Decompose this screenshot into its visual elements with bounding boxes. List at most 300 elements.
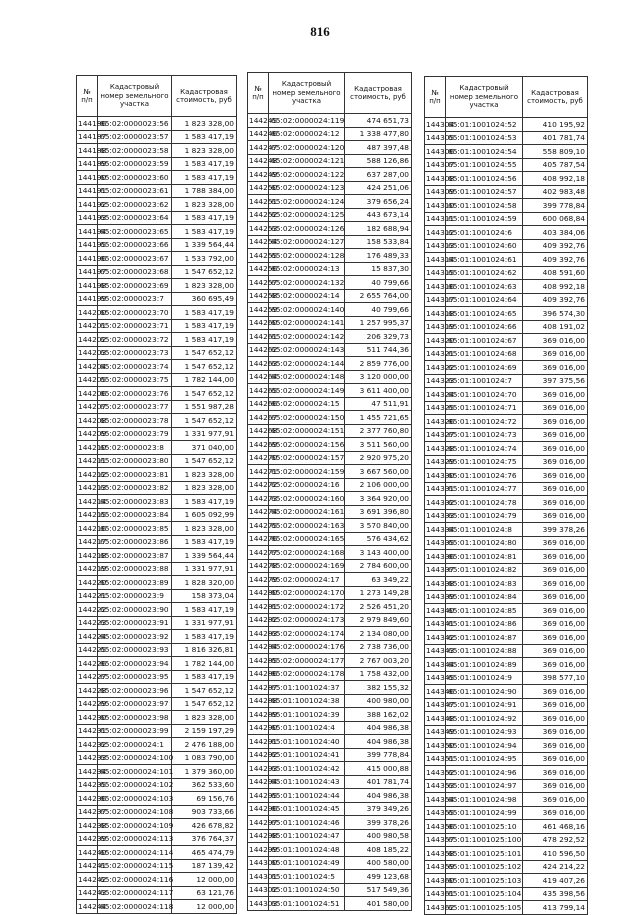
cadastral-cost-cell: 369 016,00	[523, 617, 588, 631]
table-row	[77, 495, 237, 509]
cadastral-cost-cell: 369 016,00	[523, 550, 588, 564]
table-row	[248, 316, 412, 330]
table-row	[425, 617, 588, 631]
row-number-cell: 144324	[425, 388, 446, 402]
cadastral-number-cell: 65:02:0000024:151	[269, 424, 345, 438]
row-number-cell: 144284	[248, 640, 269, 654]
cadastral-number-cell: 65:01:1001024:72	[446, 415, 523, 429]
cadastral-number-cell: 65:01:1001024:48	[269, 843, 345, 857]
cadastral-number-cell: 65:01:1001024:97	[446, 779, 523, 793]
row-number-cell: 144356	[425, 820, 446, 834]
cadastral-cost-cell: 401 781,74	[345, 775, 412, 789]
table-row	[77, 576, 237, 590]
cadastral-number-cell: 65:02:0000024:172	[269, 600, 345, 614]
cadastral-number-cell: 65:01:1001024:56	[446, 172, 523, 186]
cadastral-number-cell: 65:02:0000024:159	[269, 465, 345, 479]
cadastral-number-cell: 65:02:0000024:12	[269, 127, 345, 141]
row-number-cell: 144321	[425, 347, 446, 361]
row-number-cell: 144333	[425, 509, 446, 523]
cadastral-number-cell: 65:02:0000023:64	[98, 211, 172, 225]
row-number-cell: 144360	[425, 874, 446, 888]
row-number-cell: 144299	[248, 843, 269, 857]
row-number-cell: 144280	[248, 586, 269, 600]
table-row	[425, 779, 588, 793]
cadastral-cost-cell: 1 583 417,19	[172, 333, 237, 347]
cadastral-cost-cell: 2 526 451,20	[345, 600, 412, 614]
row-number-cell: 144349	[425, 725, 446, 739]
col-header-cadastral-cost: Кадастровая стоимость, руб	[345, 73, 412, 114]
cadastral-cost-cell: 369 016,00	[523, 698, 588, 712]
table-row	[425, 671, 588, 685]
table-row	[77, 171, 237, 185]
cadastral-cost-cell: 47 511,91	[345, 397, 412, 411]
row-number-cell: 144337	[425, 563, 446, 577]
cadastral-cost-cell: 369 016,00	[523, 455, 588, 469]
table-row	[425, 131, 588, 145]
cadastral-cost-cell: 408 992,18	[523, 280, 588, 294]
col-header-cadastral-number: Кадастровый номер земельного участка	[269, 73, 345, 114]
table-row	[248, 141, 412, 155]
table-row	[77, 603, 237, 617]
cadastral-cost-cell: 1 583 417,19	[172, 211, 237, 225]
table-row	[248, 681, 412, 695]
table-row	[77, 630, 237, 644]
cadastral-number-cell: 65:02:0000024:174	[269, 627, 345, 641]
table-row	[77, 670, 237, 684]
cadastral-number-cell: 65:02:0000024:169	[269, 559, 345, 573]
cadastral-number-cell: 65:02:0000024:16	[269, 478, 345, 492]
page-number: 816	[310, 24, 330, 39]
row-number-cell: 144270	[248, 451, 269, 465]
cadastral-cost-cell: 1 547 652,12	[172, 360, 237, 374]
cadastral-cost-cell: 1 583 417,19	[172, 225, 237, 239]
row-number-cell: 144330	[425, 469, 446, 483]
table-row	[248, 465, 412, 479]
table-row	[77, 697, 237, 711]
table-row	[248, 816, 412, 830]
cadastral-number-cell: 65:02:0000023:59	[98, 157, 172, 171]
row-number-cell: 144254	[248, 235, 269, 249]
cadastral-number-cell: 65:02:0000023:74	[98, 360, 172, 374]
row-number-cell: 144327	[425, 428, 446, 442]
table-row	[425, 334, 588, 348]
row-number-cell: 144247	[248, 141, 269, 155]
row-number-cell: 144336	[425, 550, 446, 564]
cadastral-number-cell: 65:02:0000023:57	[98, 130, 172, 144]
cadastral-number-cell: 65:01:1001024:9	[446, 671, 523, 685]
cadastral-cost-cell: 588 126,86	[345, 154, 412, 168]
cadastral-cost-cell: 2 859 776,00	[345, 357, 412, 371]
row-number-cell: 144355	[425, 806, 446, 820]
cadastral-number-cell: 65:02:0000024:117	[98, 886, 172, 900]
row-number-cell: 144316	[425, 280, 446, 294]
cadastral-number-cell: 65:01:1001024:43	[269, 775, 345, 789]
row-number-cell: 144285	[248, 654, 269, 668]
cadastral-number-cell: 65:02:0000023:60	[98, 171, 172, 185]
cadastral-number-cell: 65:01:1001025:104	[446, 887, 523, 901]
table-row	[425, 712, 588, 726]
cadastral-cost-cell: 2 159 197,29	[172, 724, 237, 738]
row-number-cell: 144262	[248, 343, 269, 357]
cadastral-number-cell: 65:02:0000024:123	[269, 181, 345, 195]
cadastral-cost-cell: 369 016,00	[523, 334, 588, 348]
table-row	[425, 658, 588, 672]
cadastral-cost-cell: 409 392,76	[523, 239, 588, 253]
cadastral-number-cell: 65:01:1001024:84	[446, 590, 523, 604]
row-number-cell: 144294	[248, 775, 269, 789]
cadastral-number-cell: 65:02:0000024:144	[269, 357, 345, 371]
cadastral-number-cell: 65:01:1001025:103	[446, 874, 523, 888]
cadastral-number-cell: 65:02:0000024:122	[269, 168, 345, 182]
cadastral-number-cell: 65:02:0000024:103	[98, 792, 172, 806]
row-number-cell: 144347	[425, 698, 446, 712]
row-number-cell: 144205	[77, 373, 98, 387]
row-number-cell: 144216	[77, 522, 98, 536]
cadastral-cost-cell: 369 016,00	[523, 752, 588, 766]
table-row	[248, 235, 412, 249]
cadastral-cost-cell: 443 673,14	[345, 208, 412, 222]
cadastral-number-cell: 65:01:1001024:71	[446, 401, 523, 415]
table-row	[248, 883, 412, 897]
row-number-cell: 144240	[77, 846, 98, 860]
col-header-cadastral-number: Кадастровый номер земельного участка	[446, 77, 523, 118]
cadastral-cost-cell: 404 986,38	[345, 721, 412, 735]
row-number-cell: 144314	[425, 253, 446, 267]
cadastral-cost-cell: 1 583 417,19	[172, 306, 237, 320]
row-number-cell: 144265	[248, 384, 269, 398]
table-row	[77, 441, 237, 455]
cadastral-cost-cell: 63 121,76	[172, 886, 237, 900]
table-row	[425, 118, 588, 132]
table-row	[248, 357, 412, 371]
cadastral-number-cell: 65:02:0000024:120	[269, 141, 345, 155]
row-number-cell: 144293	[248, 762, 269, 776]
row-number-cell: 144244	[77, 900, 98, 914]
cadastral-number-cell: 65:02:0000023:69	[98, 279, 172, 293]
cadastral-cost-cell: 2 784 600,00	[345, 559, 412, 573]
cadastral-number-cell: 65:01:1001024:51	[269, 897, 345, 911]
cadastral-cost-cell: 369 016,00	[523, 401, 588, 415]
cadastral-cost-cell: 369 016,00	[523, 388, 588, 402]
cadastral-number-cell: 65:02:0000024:121	[269, 154, 345, 168]
table-row	[248, 519, 412, 533]
table-row	[425, 523, 588, 537]
cadastral-number-cell: 65:02:0000024:127	[269, 235, 345, 249]
table-row	[77, 225, 237, 239]
cadastral-cost-cell: 2 979 849,60	[345, 613, 412, 627]
row-number-cell: 144306	[425, 145, 446, 159]
table-row	[248, 748, 412, 762]
row-number-cell: 144361	[425, 887, 446, 901]
cadastral-number-cell: 65:01:1001024:55	[446, 158, 523, 172]
cadastral-cost-cell: 2 377 760,80	[345, 424, 412, 438]
table-row	[77, 535, 237, 549]
row-number-cell: 144264	[248, 370, 269, 384]
cadastral-cost-cell: 1 547 652,12	[172, 265, 237, 279]
cadastral-cost-cell: 410 195,92	[523, 118, 588, 132]
cadastral-number-cell: 65:02:0000024:15	[269, 397, 345, 411]
row-number-cell: 144217	[77, 535, 98, 549]
table-row	[248, 370, 412, 384]
table-header-row	[77, 76, 237, 117]
table-row	[248, 222, 412, 236]
table-row	[77, 589, 237, 603]
table-row	[77, 144, 237, 158]
table-row	[248, 127, 412, 141]
row-number-cell: 144249	[248, 168, 269, 182]
cadastral-cost-cell: 1 547 652,12	[172, 387, 237, 401]
cadastral-cost-cell: 376 764,37	[172, 832, 237, 846]
cadastral-cost-cell: 487 397,48	[345, 141, 412, 155]
cadastral-number-cell: 65:01:1001024:7	[446, 374, 523, 388]
cadastral-cost-cell: 1 823 328,00	[172, 117, 237, 131]
table-row	[425, 604, 588, 618]
table-row	[425, 415, 588, 429]
cadastral-number-cell: 65:01:1001024:62	[446, 266, 523, 280]
row-number-cell: 144208	[77, 414, 98, 428]
cadastral-number-cell: 65:02:0000024:163	[269, 519, 345, 533]
table-row	[248, 627, 412, 641]
table-row	[248, 667, 412, 681]
cadastral-number-cell: 65:02:0000023:96	[98, 684, 172, 698]
table-row	[248, 114, 412, 128]
cadastral-number-cell: 65:01:1001024:68	[446, 347, 523, 361]
cadastral-cost-cell: 415 000,88	[345, 762, 412, 776]
table-row	[248, 195, 412, 209]
cadastral-number-cell: 65:02:0000023:56	[98, 117, 172, 131]
cadastral-number-cell: 65:01:1001024:60	[446, 239, 523, 253]
cadastral-cost-cell: 1 583 417,19	[172, 495, 237, 509]
row-number-cell: 144215	[77, 508, 98, 522]
row-number-cell: 144354	[425, 793, 446, 807]
cadastral-cost-cell: 1 273 149,28	[345, 586, 412, 600]
row-number-cell: 144200	[77, 306, 98, 320]
table-row	[77, 279, 237, 293]
table-row	[248, 478, 412, 492]
cadastral-cost-cell: 1 823 328,00	[172, 522, 237, 536]
row-number-cell: 144239	[77, 832, 98, 846]
cadastral-cost-cell: 396 574,30	[523, 307, 588, 321]
table-row	[248, 762, 412, 776]
cadastral-number-cell: 65:01:1001024:89	[446, 658, 523, 672]
cadastral-number-cell: 65:02:0000023:86	[98, 535, 172, 549]
cadastral-cost-cell: 1 816 326,81	[172, 643, 237, 657]
row-number-cell: 144224	[77, 630, 98, 644]
cadastral-number-cell: 65:01:1001024:39	[269, 708, 345, 722]
cadastral-cost-cell: 399 778,84	[345, 748, 412, 762]
cadastral-number-cell: 65:02:0000023:61	[98, 184, 172, 198]
cadastral-cost-cell: 3 143 400,00	[345, 546, 412, 560]
row-number-cell: 144296	[248, 802, 269, 816]
table-row	[248, 532, 412, 546]
cadastral-number-cell: 65:01:1001025:101	[446, 847, 523, 861]
cadastral-cost-cell: 1 583 417,19	[172, 319, 237, 333]
cadastral-cost-cell: 388 162,02	[345, 708, 412, 722]
row-number-cell: 144310	[425, 199, 446, 213]
table-row	[248, 897, 412, 911]
cadastral-number-cell: 65:02:0000024:14	[269, 289, 345, 303]
table-row	[248, 438, 412, 452]
row-number-cell: 144210	[77, 441, 98, 455]
cadastral-cost-cell: 63 349,22	[345, 573, 412, 587]
cadastral-number-cell: 65:02:0000023:65	[98, 225, 172, 239]
row-number-cell: 144342	[425, 631, 446, 645]
cadastral-number-cell: 65:01:1001024:78	[446, 496, 523, 510]
cadastral-cost-cell: 409 392,76	[523, 253, 588, 267]
cadastral-number-cell: 65:02:0000023:8	[98, 441, 172, 455]
cadastral-cost-cell: 499 123,68	[345, 870, 412, 884]
row-number-cell: 144303	[248, 897, 269, 911]
row-number-cell: 144346	[425, 685, 446, 699]
table-row	[77, 117, 237, 131]
cadastral-number-cell: 65:02:0000023:87	[98, 549, 172, 563]
table-row	[425, 725, 588, 739]
row-number-cell: 144186	[77, 117, 98, 131]
row-number-cell: 144243	[77, 886, 98, 900]
cadastral-number-cell: 65:02:0000023:78	[98, 414, 172, 428]
table-row	[77, 468, 237, 482]
row-number-cell: 144235	[77, 778, 98, 792]
cadastral-number-cell: 65:01:1001024:61	[446, 253, 523, 267]
cadastral-cost-cell: 1 583 417,19	[172, 603, 237, 617]
table-row	[425, 280, 588, 294]
row-number-cell: 144198	[77, 279, 98, 293]
cadastral-cost-cell: 424 251,06	[345, 181, 412, 195]
row-number-cell: 144263	[248, 357, 269, 371]
cadastral-number-cell: 65:02:0000024:149	[269, 384, 345, 398]
cadastral-cost-cell: 369 016,00	[523, 739, 588, 753]
cadastral-number-cell: 65:02:0000023:92	[98, 630, 172, 644]
table-row	[425, 145, 588, 159]
row-number-cell: 144283	[248, 627, 269, 641]
row-number-cell: 144193	[77, 211, 98, 225]
row-number-cell: 144231	[77, 724, 98, 738]
cadastral-cost-cell: 176 489,33	[345, 249, 412, 263]
cadastral-cost-cell: 1 823 328,00	[172, 279, 237, 293]
cadastral-cost-cell: 1 547 652,12	[172, 697, 237, 711]
cadastral-cost-cell: 187 139,42	[172, 859, 237, 873]
row-number-cell: 144326	[425, 415, 446, 429]
table-row	[425, 685, 588, 699]
row-number-cell: 144214	[77, 495, 98, 509]
table-row	[248, 262, 412, 276]
cadastral-number-cell: 65:02:0000023:84	[98, 508, 172, 522]
cadastral-cost-cell: 478 292,52	[523, 833, 588, 847]
cadastral-cost-cell: 369 016,00	[523, 685, 588, 699]
table-row	[248, 802, 412, 816]
row-number-cell: 144206	[77, 387, 98, 401]
table-row	[77, 711, 237, 725]
cadastral-cost-cell: 3 611 400,00	[345, 384, 412, 398]
cadastral-cost-cell: 435 398,56	[523, 887, 588, 901]
cadastral-number-cell: 65:01:1001024:85	[446, 604, 523, 618]
cadastral-cost-cell: 12 000,00	[172, 873, 237, 887]
row-number-cell: 144209	[77, 427, 98, 441]
cadastral-number-cell: 65:02:0000024:126	[269, 222, 345, 236]
cadastral-number-cell: 65:01:1001024:81	[446, 550, 523, 564]
row-number-cell: 144307	[425, 158, 446, 172]
row-number-cell: 144213	[77, 481, 98, 495]
table-row	[425, 226, 588, 240]
row-number-cell: 144255	[248, 249, 269, 263]
cadastral-cost-cell: 3 691 396,80	[345, 505, 412, 519]
col-header-number: № п/п	[425, 77, 446, 118]
table-row	[248, 505, 412, 519]
table-row	[425, 577, 588, 591]
cadastral-number-cell: 65:01:1001024:79	[446, 509, 523, 523]
cadastral-cost-cell: 1 533 792,00	[172, 252, 237, 266]
table-row	[425, 901, 588, 915]
table-row	[248, 559, 412, 573]
table-row	[77, 562, 237, 576]
cadastral-cost-cell: 369 016,00	[523, 577, 588, 591]
cadastral-number-cell: 65:02:0000024:150	[269, 411, 345, 425]
cadastral-number-cell: 65:02:0000024:161	[269, 505, 345, 519]
cadastral-cost-cell: 3 364 920,00	[345, 492, 412, 506]
cadastral-cost-cell: 1 782 144,00	[172, 373, 237, 387]
cadastral-number-cell: 65:02:0000024:148	[269, 370, 345, 384]
cadastral-number-cell: 65:01:1001024:6	[446, 226, 523, 240]
cadastral-cost-cell: 1 339 564,44	[172, 238, 237, 252]
cadastral-number-cell: 65:02:0000023:94	[98, 657, 172, 671]
cadastral-cost-cell: 182 688,94	[345, 222, 412, 236]
cadastral-number-cell: 65:01:1001024:38	[269, 694, 345, 708]
row-number-cell: 144199	[77, 292, 98, 306]
cadastral-cost-cell: 1 257 995,37	[345, 316, 412, 330]
table-row	[425, 212, 588, 226]
row-number-cell: 144338	[425, 577, 446, 591]
cadastral-cost-cell: 3 511 560,00	[345, 438, 412, 452]
table-row	[248, 168, 412, 182]
cadastral-cost-cell: 1 547 652,12	[172, 414, 237, 428]
cadastral-cost-cell: 1 547 652,12	[172, 346, 237, 360]
table-row	[77, 346, 237, 360]
row-number-cell: 144256	[248, 262, 269, 276]
cadastral-number-cell: 65:01:1001024:57	[446, 185, 523, 199]
table-row	[425, 590, 588, 604]
cadastral-cost-cell: 15 837,30	[345, 262, 412, 276]
row-number-cell: 144195	[77, 238, 98, 252]
row-number-cell: 144352	[425, 766, 446, 780]
row-number-cell: 144304	[425, 118, 446, 132]
table-row	[77, 616, 237, 630]
cadastral-cost-cell: 369 016,00	[523, 415, 588, 429]
table-row	[248, 789, 412, 803]
cadastral-number-cell: 65:02:0000023:93	[98, 643, 172, 657]
row-number-cell: 144258	[248, 289, 269, 303]
table-row	[425, 428, 588, 442]
cadastral-cost-cell: 69 156,76	[172, 792, 237, 806]
row-number-cell: 144259	[248, 303, 269, 317]
table-row	[248, 343, 412, 357]
cadastral-cost-cell: 369 016,00	[523, 347, 588, 361]
cadastral-number-cell: 65:02:0000023:70	[98, 306, 172, 320]
cadastral-number-cell: 65:02:0000023:83	[98, 495, 172, 509]
table-row	[248, 843, 412, 857]
cadastral-cost-cell: 413 799,14	[523, 901, 588, 915]
table-row	[77, 886, 237, 900]
table-row	[77, 265, 237, 279]
row-number-cell: 144301	[248, 870, 269, 884]
cadastral-number-cell: 65:01:1001024:80	[446, 536, 523, 550]
cadastral-number-cell: 65:02:0000024:143	[269, 343, 345, 357]
col-header-cadastral-cost: Кадастровая стоимость, руб	[172, 76, 237, 117]
row-number-cell: 144328	[425, 442, 446, 456]
cadastral-number-cell: 65:01:1001024:54	[446, 145, 523, 159]
cadastral-number-cell: 65:02:0000024:177	[269, 654, 345, 668]
table-row	[248, 330, 412, 344]
table-row	[248, 303, 412, 317]
